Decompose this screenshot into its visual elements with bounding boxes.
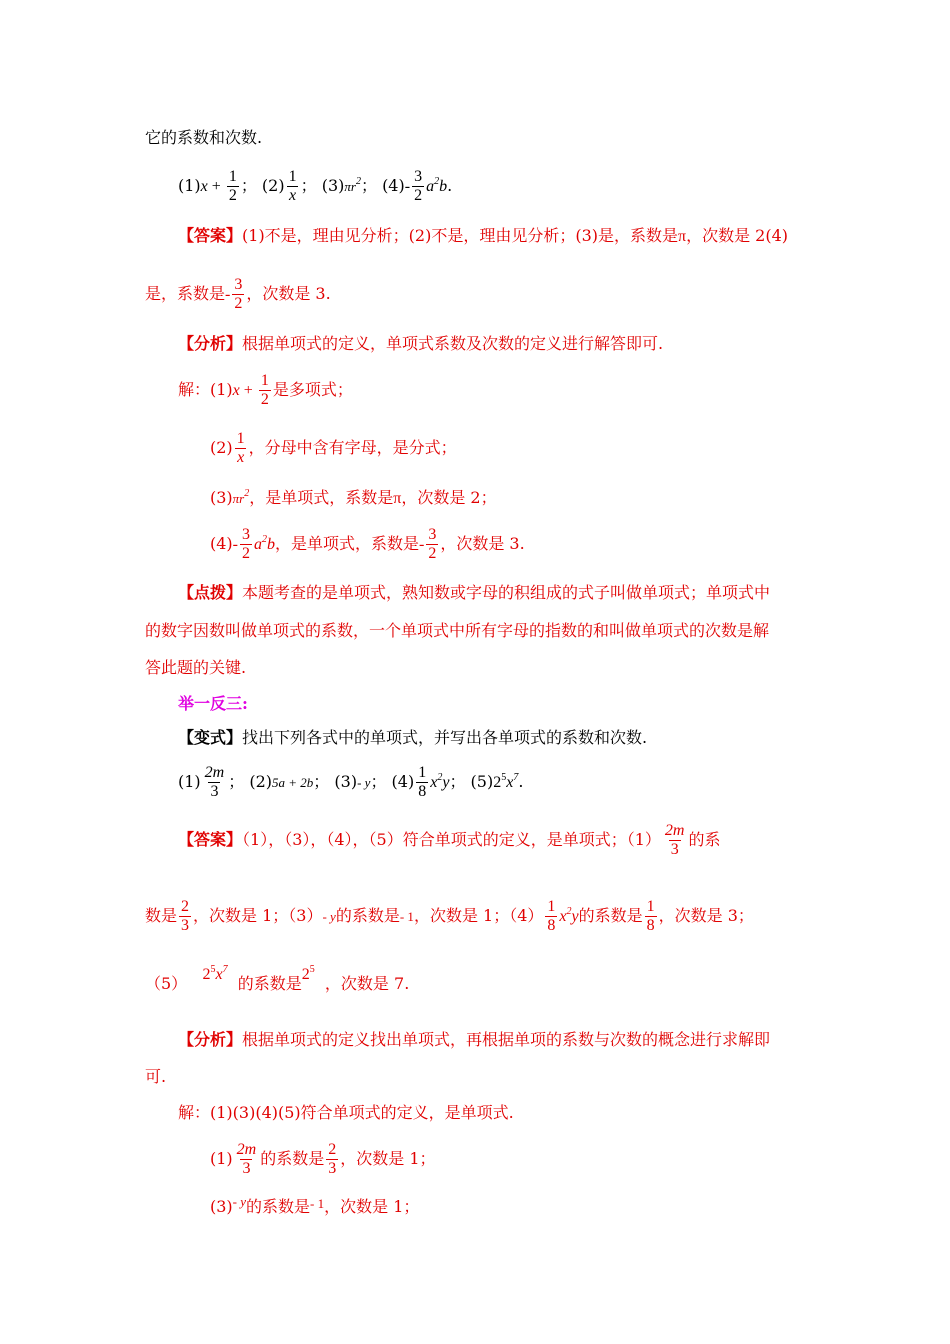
section-heading: 举一反三: <box>178 694 248 713</box>
analysis-line: 【分析】根据单项式的定义，单项式系数及次数的定义进行解答即可. <box>178 334 664 353</box>
variant-line: 【变式】找出下列各式中的单项式，并写出各单项式的系数和次数. <box>178 728 648 747</box>
answer-line: 【答案】(1)不是，理由见分析；(2)不是，理由见分析；(3)是，系数是π，次数是 2(4) <box>178 226 789 245</box>
solution-line-4: (4)- $\frac{3}{2}$ $a^2b$，是单项式，系数是- $\frac{3}{2}$ ，次数是 3. <box>210 526 525 562</box>
solution-line-1: 解：(1)x + $\frac{1}{2}$ 是多项式； <box>178 372 353 408</box>
text-line: 它的系数和次数. <box>145 128 263 147</box>
tip-line-3: 答此题的关键. <box>145 658 247 677</box>
solution2-item-1: (1) $\frac{2m}{3}$ 的系数是 $\frac{2}{3}$ ，次数是 1； <box>210 1141 436 1177</box>
solution-line-2: (2) $\frac{1}{x}$ ，分母中含有字母，是分式； <box>210 430 457 466</box>
tip-line-1: 【点拨】本题考查的是单项式，熟知数或字母的积组成的式子叫做单项式；单项式中 <box>178 583 771 602</box>
question-line: (1)x + $\frac{1}{2}$ ； (2) $\frac{1}{x}$ ； $(3)\pi r^2$； (4)- $\frac{3}{2}$ $a^2b$. <box>178 168 453 204</box>
answer2-line-1: 【答案】（1），（3），（4），（5）符合单项式的定义，是单项式；（1） $\frac{2m}{3}$ 的系 <box>178 822 721 858</box>
tip-line-2: 的数字因数叫做单项式的系数，一个单项式中所有字母的指数的和叫做单项式的次数是解 <box>145 621 770 640</box>
analysis2-line-1: 【分析】根据单项式的定义找出单项式，再根据单项的系数与次数的概念进行求解即 <box>178 1030 771 1049</box>
solution-line-3: $(3)\pi r^2$，是单项式，系数是π，次数是 2； <box>210 488 497 507</box>
solution2-line: 解：(1)(3)(4)(5)符合单项式的定义，是单项式. <box>178 1103 514 1122</box>
answer2-line-2: 数是 $\frac{2}{3}$ ，次数是 1；（3）- y的系数是- 1，次数是 1；（4） $\frac{1}{8}$ $x^2y$的系数是 $\frac{1}{8}$ ，次数是 3； <box>145 898 754 934</box>
variant-items: (1) $\frac{2m}{3}$ ； (2)5a + 2b； (3)- y； (4) $\frac{1}{8}$ $x^2y$； $(5)2^5x^7$. <box>178 764 524 800</box>
answer2-line-3: （5） $2^5x^7$ 的系数是$2^5$ ，次数是 7. <box>145 964 410 993</box>
solution2-item-2: $(3)^{- y}$的系数是$^{- 1}$，次数是 1； <box>210 1194 420 1216</box>
analysis2-line-2: 可. <box>145 1067 167 1086</box>
answer-line-2: 是，系数是- $\frac{3}{2}$ ，次数是 3. <box>145 276 331 312</box>
